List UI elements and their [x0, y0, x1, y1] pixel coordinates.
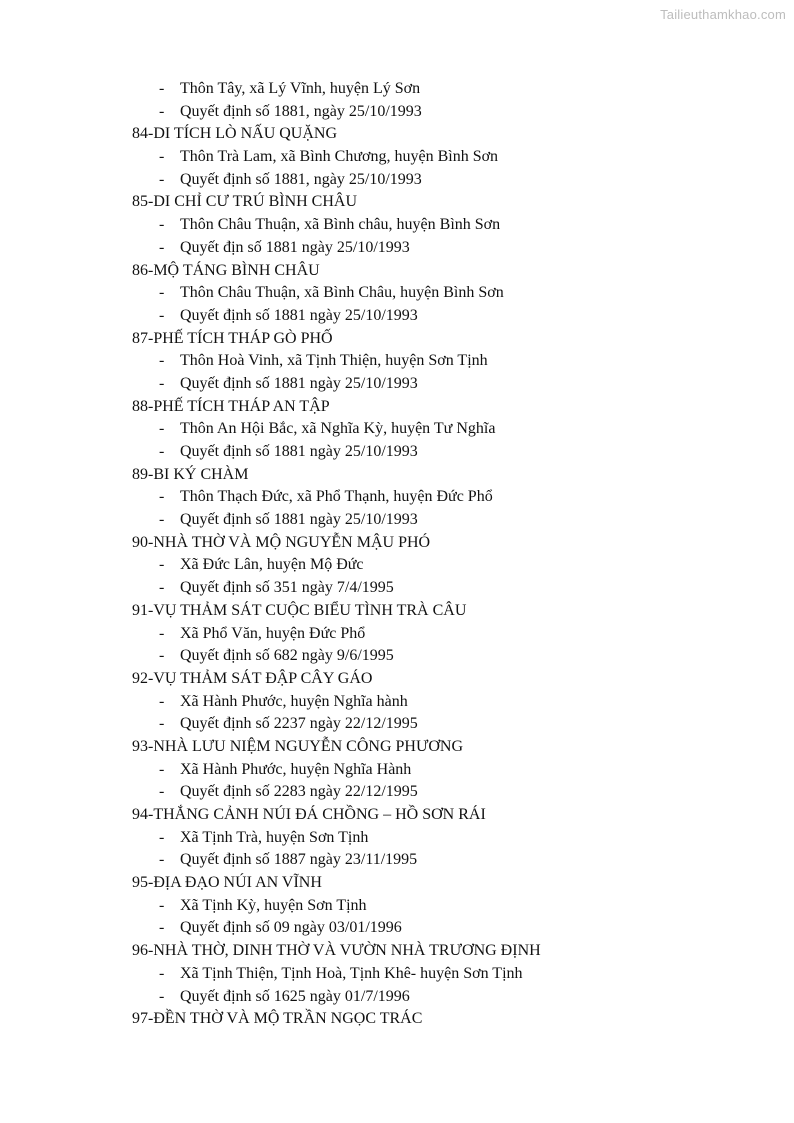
bullet-dash: - — [159, 420, 165, 438]
list-item — [0, 963, 794, 986]
list-item — [0, 691, 794, 714]
list-item — [0, 441, 794, 464]
list-item — [0, 623, 794, 646]
section-heading: 84-DI TÍCH LÒ NẤU QUẶNG — [132, 125, 338, 143]
bullet-dash: - — [159, 511, 165, 529]
section-heading: 87-PHẾ TÍCH THÁP GÒ PHỐ — [132, 329, 333, 347]
bullet-dash: - — [159, 896, 165, 914]
section-heading: 92-VỤ THẢM SÁT ĐẬP CÂY GÁO — [132, 669, 373, 687]
section-heading: 97-ĐỀN THỜ VÀ MỘ TRẦN NGỌC TRÁC — [132, 1010, 423, 1028]
list-item-text: Thôn Hoà Vinh, xã Tịnh Thiện, huyện Sơn Tịnh — [180, 352, 488, 370]
bullet-dash: - — [159, 102, 165, 120]
section-heading: 94-THẮNG CẢNH NÚI ĐÁ CHỒNG – HỒ SƠN RÁI — [132, 806, 486, 823]
list-item — [0, 917, 794, 940]
bullet-dash: - — [159, 851, 165, 869]
list-item-text: Quyết định số 2237 ngày 22/12/1995 — [180, 715, 418, 733]
section-heading: 96-NHÀ THỜ, DINH THỜ VÀ VƯỜN NHÀ TRƯƠNG ĐỊNH — [132, 942, 541, 960]
list-item — [0, 78, 794, 101]
bullet-dash: - — [159, 80, 165, 97]
bullet-dash: - — [159, 556, 165, 574]
section-heading: 90-NHÀ THỜ VÀ MỘ NGUYỄN MẬU PHÓ — [132, 533, 431, 551]
list-item — [0, 237, 794, 260]
list-item-text: Quyết định số 1887 ngày 23/11/1995 — [180, 851, 418, 869]
section-heading: 91-VỤ THẢM SÁT CUỘC BIỂU TÌNH TRÀ CÂU — [132, 601, 467, 619]
section-heading: 86-MỘ TÁNG BÌNH CHÂU — [132, 261, 320, 279]
list-item — [0, 373, 794, 396]
bullet-dash: - — [159, 987, 165, 1005]
bullet-dash: - — [159, 579, 165, 597]
list-item — [0, 305, 794, 328]
section-heading: 95-ĐỊA ĐẠO NÚI AN VĨNH — [132, 874, 322, 892]
list-item-text: Xã Tịnh Trà, huyện Sơn Tịnh — [180, 828, 369, 846]
section-heading: 89-BI KÝ CHÀM — [132, 465, 249, 483]
list-item-text: Xã Hành Phước, huyện Nghĩa hành — [180, 692, 408, 710]
list-item — [0, 418, 794, 441]
list-item-text: Quyết định số 1881 ngày 25/10/1993 — [180, 443, 418, 460]
list-item — [0, 713, 794, 736]
list-item-text: Quyết địn số 1881 ngày 25/10/1993 — [180, 238, 410, 256]
section-heading: 85-DI CHỈ CƯ TRÚ BÌNH CHÂU — [132, 193, 358, 211]
bullet-dash: - — [159, 624, 165, 642]
list-item-text: Quyết định số 1881 ngày 25/10/1993 — [180, 511, 418, 529]
list-item — [0, 895, 794, 918]
bullet-dash: - — [159, 760, 165, 778]
watermark: Tailieuthamkhao.com — [660, 7, 786, 22]
list-item-text: Thôn Châu Thuận, xã Bình Châu, huyện Bình Sơn — [180, 284, 504, 302]
list-item — [0, 986, 794, 1009]
list-item-text: Quyết định số 1881, ngày 25/10/1993 — [180, 102, 422, 120]
list-item-text: Quyết định số 1881, ngày 25/10/1993 — [180, 170, 422, 188]
list-item-text: Quyết định số 2283 ngày 22/12/1995 — [180, 783, 418, 801]
list-item-text: Thôn An Hội Bắc, xã Nghĩa Kỳ, huyện Tư Nghĩa — [180, 420, 496, 438]
section-heading: 88-PHẾ TÍCH THÁP AN TẬP — [132, 397, 330, 415]
list-item — [0, 146, 794, 169]
list-item-text: Xã Phổ Văn, huyện Đức Phổ — [180, 624, 366, 642]
list-item-text: Xã Tịnh Kỳ, huyện Sơn Tịnh — [180, 896, 367, 914]
list-item-text: Xã Đức Lân, huyện Mộ Đức — [180, 556, 364, 574]
bullet-dash: - — [159, 647, 165, 665]
section-heading: 93-NHÀ LƯU NIỆM NGUYỄN CÔNG PHƯƠNG — [132, 737, 464, 755]
bullet-dash: - — [159, 828, 165, 846]
list-item-text: Thôn Tây, xã Lý Vĩnh, huyện Lý Sơn — [180, 80, 421, 97]
list-item — [0, 214, 794, 237]
list-item-text: Quyết định số 1881 ngày 25/10/1993 — [180, 306, 418, 324]
list-item-text: Quyết định số 351 ngày 7/4/1995 — [180, 579, 394, 597]
bullet-dash: - — [159, 352, 165, 370]
bullet-dash: - — [159, 284, 165, 302]
bullet-dash: - — [159, 374, 165, 392]
bullet-dash: - — [159, 170, 165, 188]
bullet-dash: - — [159, 148, 165, 166]
bullet-dash: - — [159, 306, 165, 324]
bullet-dash: - — [159, 238, 165, 256]
list-item-text: Quyết định số 1881 ngày 25/10/1993 — [180, 374, 418, 392]
list-item — [0, 827, 794, 850]
list-item-text: Thôn Trà Lam, xã Bình Chương, huyện Bình Sơn — [180, 148, 499, 166]
bullet-dash: - — [159, 715, 165, 733]
list-item — [0, 101, 794, 124]
bullet-dash: - — [159, 783, 165, 801]
document-body — [0, 78, 794, 1031]
list-item-text: Xã Tịnh Thiện, Tịnh Hoà, Tịnh Khê- huyện Sơn Tịnh — [180, 964, 523, 982]
bullet-dash: - — [159, 443, 165, 460]
list-item — [0, 577, 794, 600]
list-item-text: Quyết định số 1625 ngày 01/7/1996 — [180, 987, 410, 1005]
bullet-dash: - — [159, 488, 165, 506]
list-item-text: Quyết định số 09 ngày 03/01/1996 — [180, 919, 402, 937]
bullet-dash: - — [159, 919, 165, 937]
list-item — [0, 169, 794, 192]
bullet-dash: - — [159, 964, 165, 982]
list-item — [0, 554, 794, 577]
list-item-text: Quyết định số 682 ngày 9/6/1995 — [180, 647, 394, 665]
bullet-dash: - — [159, 216, 165, 234]
list-item — [0, 849, 794, 872]
list-item — [0, 282, 794, 305]
list-item — [0, 645, 794, 668]
list-item — [0, 350, 794, 373]
list-item-text: Thôn Châu Thuận, xã Bình châu, huyện Bình Sơn — [180, 216, 501, 234]
bullet-dash: - — [159, 692, 165, 710]
list-item — [0, 486, 794, 509]
list-item — [0, 781, 794, 804]
list-item — [0, 759, 794, 782]
list-item — [0, 509, 794, 532]
list-item-text: Thôn Thạch Đức, xã Phổ Thạnh, huyện Đức Phổ — [180, 488, 493, 506]
list-item-text: Xã Hành Phước, huyện Nghĩa Hành — [180, 760, 412, 778]
